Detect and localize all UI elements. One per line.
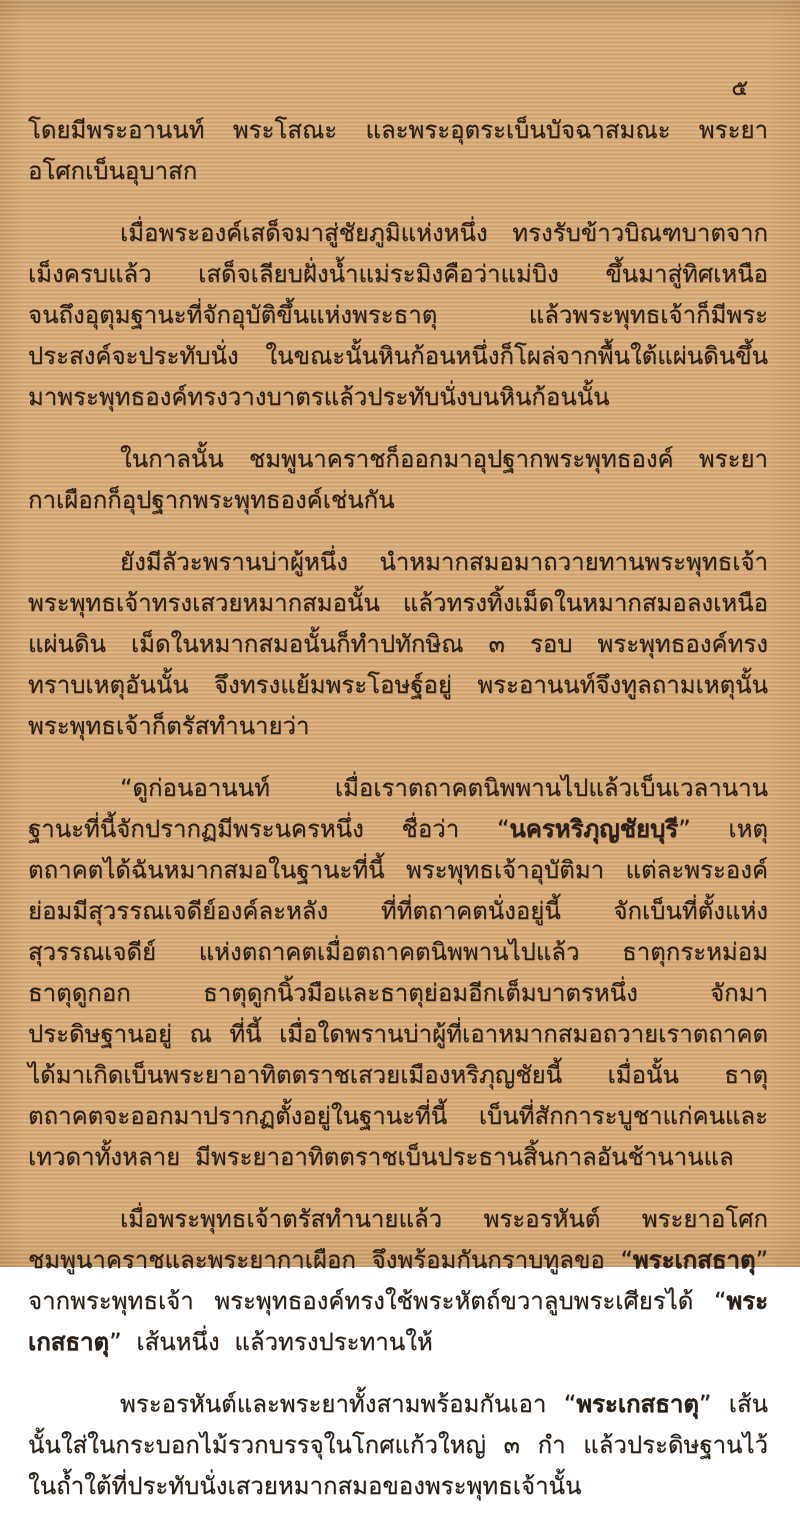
paragraph (28, 768, 768, 1178)
bold-term: นครหริภุญชัยบุรี (509, 815, 679, 843)
text-run: ” เหตุตถาคตได้ฉันหมากสมอในฐานะที่นี้ พระพุทธเจ้าอุบัติมา แต่ละพระองค์ ย่อมมีสุวรรณเจดีย์องค์ละหลัง ที่ที่ตถาคตนั่งอยู่นี้ จักเบ็นที่ตั้งแห่งสุวรรณเจดีย์ แห่งตถาคตเมื่อตถาคตนิพพานไปแล้ว ธาตุกระหม่อม ธาตุดูกอก ธาตุดูกนิ้วมือและธาตุย่อมอีกเต็มบาตรหนึ่ง จักมาประดิษฐานอยู่ ณ ที่นี้ เมื่อใดพรานบ่าผู้ที่เอาหมากสมอถวายเราตถาคตได้มาเกิดเบ็นพระยาอาทิตตราชเสวยเมืองหริภุญชัยนี้ เมื่อนั้น ธาตุตถาคตจะออกมาปรากฏตั้งอยู่ในฐานะที่นี้ เบ็นที่สักการะบูชาแก่คนและเทวดาทั้งหลาย มีพระยาอาทิตตราชเบ็นประธานสิ้นกาลอันช้านานแล (28, 815, 768, 1171)
text-run: ” เส้นนั้นใส่ในกระบอกไม้รวกบรรจุในโกศแก้วใหญ่ ๓ กำ แล้วประดิษฐานไว้ในถ้ำใต้ที่ประทับนั่งเสวยหมากสมอของพระพุทธเจ้านั้น (28, 1390, 768, 1500)
text-run: โดยมีพระอานนท์ พระโสณะ และพระอุตระเบ็นบัจฉาสมณะ พระยาอโศกเบ็นอุบาสก (28, 116, 768, 185)
text-run: ยังมีลัวะพรานบ่าผู้หนึ่ง นำหมากสมอมาถวายทานพระพุทธเจ้า พระพุทธเจ้าทรงเสวยหมากสมอนั้น แล้วทรงทิ้งเม็ดในหมากสมอลงเหนือแผ่นดิน เม็ดในหมากสมอนั้นก็ทำปทักษิณ ๓ รอบ พระพุทธองค์ทรงทราบเหตุอันนั้น จึงทรงแย้มพระโอษฐ์อยู่ พระอานนท์จึงทูลถามเหตุนั้นพระพุทธเจ้าก็ตรัสทำนายว่า (28, 548, 768, 740)
text-run: เมื่อพระพุทธเจ้าตรัสทำนายแล้ว พระอรหันต์ พระยาอโศก ชมพูนาคราชและพระยากาเผือก จึงพร้อมกันกราบทูลขอ “ (28, 1205, 768, 1274)
document-body (28, 110, 768, 1528)
bold-term: พระเกสธาตุ (632, 1246, 756, 1274)
text-run: พระอรหันต์และพระยาทั้งสามพร้อมกันเอา “ (120, 1390, 577, 1418)
text-run: ” เส้นหนึ่ง แล้วทรงประทานให้ (109, 1328, 433, 1356)
paragraph (28, 542, 768, 747)
text-run: ในกาลนั้น ชมพูนาคราชก็ออกมาอุปฐากพระพุทธองค์ พระยากาเผือกก็อุปฐากพระพุทธองค์เช่นกัน (28, 445, 768, 514)
paragraph (28, 1384, 768, 1507)
paragraph (28, 213, 768, 418)
text-run: “ดูก่อนอานนท์ เมื่อเราตถาคตนิพพานไปแล้วเบ็นเวลานาน ฐานะที่นี้จักปรากฏมีพระนครหนึ่ง ชื่อว่า “ (28, 774, 768, 843)
text-run: ” จากพระพุทธเจ้า พระพุทธองค์ทรงใช้พระหัตถ์ขวาลูบพระเศียรได้ “ (28, 1246, 768, 1315)
bold-term: พระเกสธาตุ (576, 1390, 699, 1418)
paragraph (28, 110, 768, 192)
text-run: เมื่อพระองค์เสด็จมาสู่ชัยภูมิแห่งหนึ่ง ทรงรับข้าวบิณฑบาตจากเม็งครบแล้ว เสด็จเลียบฝั่งน้ำแม่ระมิงคือว่าแม่บิง ขึ้นมาสู่ทิศเหนือ จนถึงอุตุมฐานะที่จักอุบัติขึ้นแห่งพระธาตุ แล้วพระพุทธเจ้าก็มีพระประสงค์จะประทับนั่ง ในขณะนั้นหินก้อนหนึ่งก็โผล่จากพื้นใต้แผ่นดินขึ้นมาพระพุทธองค์ทรงวางบาตรแล้วประทับนั่งบนหินก้อนนั้น (28, 219, 768, 411)
page-number: ๕ (731, 76, 748, 101)
paragraph (28, 1199, 768, 1363)
bold-term: พระเกสธาตุ (28, 1287, 768, 1356)
paragraph (28, 439, 768, 521)
